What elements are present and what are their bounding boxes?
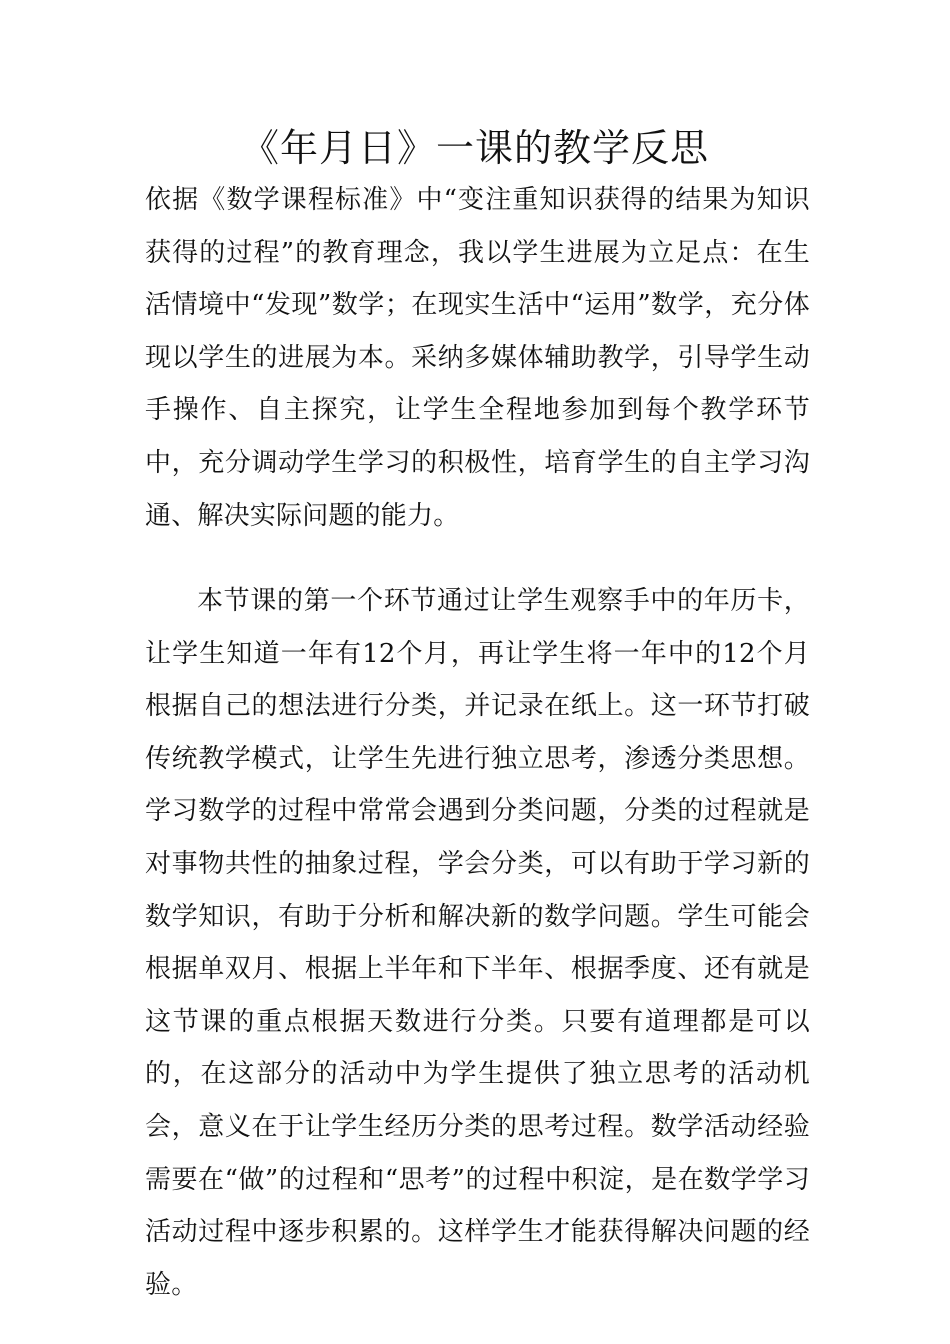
- paragraph-1: 依据《数学课程标准》中“变注重知识获得的结果为知识获得的过程”的教育理念，我以学生进展为立足点：在生活情境中“发现”数学；在现实生活中“运用”数学，充分体现以学生的进展为本。采纳多媒体辅助教学，引导学生动手操作、自主探究，让学生全程地参加到每个教学环节中，充分调动学生学习的积极性，培育学生的自主学习沟通、解决实际问题的能力。: [145, 185, 810, 531]
- paragraph-2: 本节课的第一个环节通过让学生观察手中的年历卡，让学生知道一年有12个月，再让学生将一年中的12个月根据自己的想法进行分类，并记录在纸上。这一环节打破传统教学模式，让学生先进行独立思考，渗透分类思想。学习数学的过程中常常会遇到分类问题，分类的过程就是对事物共性的抽象过程，学会分类，可以有助于学习新的数学知识，有助于分析和解决新的数学问题。学生可能会根据单双月、根据上半年和下半年、根据季度、还有就是这节课的重点根据天数进行分类。只要有道理都是可以的，在这部分的活动中为学生提供了独立思考的活动机会，意义在于让学生经历分类的思考过程。数学活动经验需要在“做”的过程和“思考”的过程中积淀，是在数学学习活动过程中逐步积累的。这样学生才能获得解决问题的经验。: [145, 586, 810, 1300]
- document-title: 《年月日》一课的教学反思: [240, 126, 709, 170]
